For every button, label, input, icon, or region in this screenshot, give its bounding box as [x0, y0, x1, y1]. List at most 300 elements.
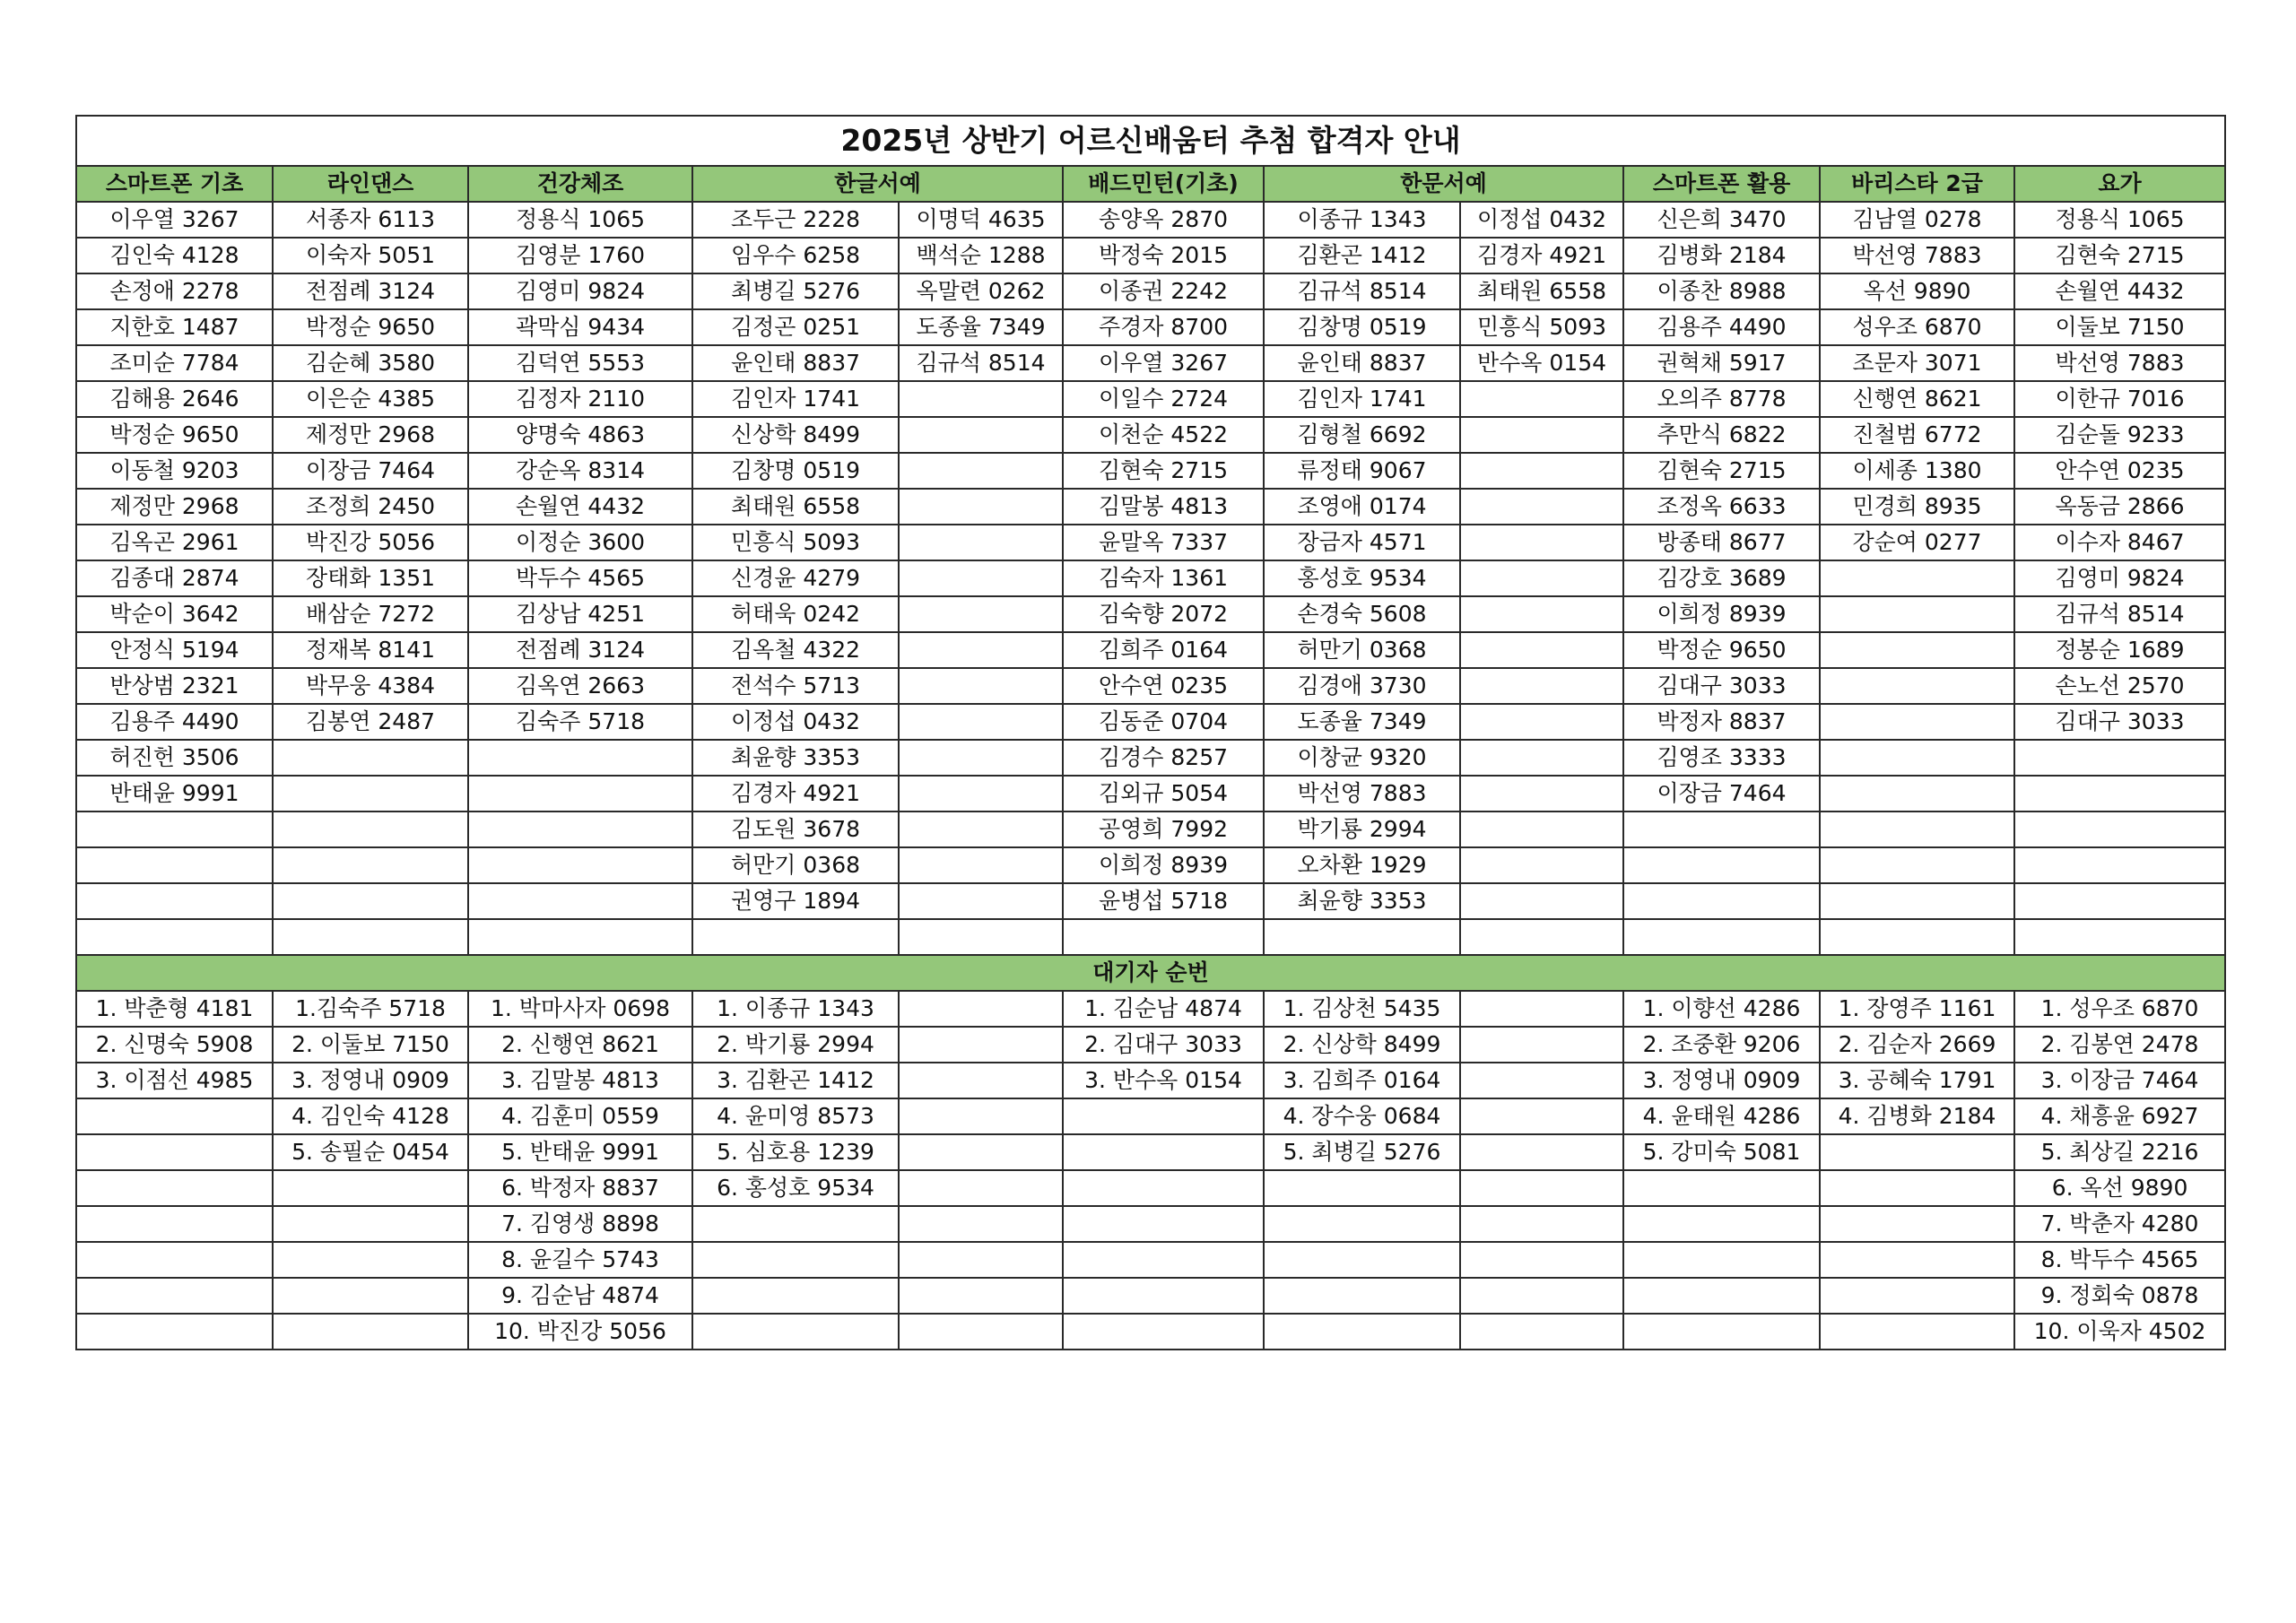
winner-cell: 허진헌 3506 [76, 740, 273, 776]
waitlist-row [76, 1314, 2225, 1350]
waitlist-cell [1820, 1206, 2014, 1242]
winner-cell [1460, 453, 1623, 489]
winner-cell: 안정식 5194 [76, 632, 273, 668]
winner-cell: 김정곤 0251 [692, 309, 899, 345]
waitlist-row [76, 1098, 2225, 1134]
winner-cell [468, 812, 692, 847]
waitlist-row [76, 1027, 2225, 1063]
waitlist-cell: 6. 옥선 9890 [2014, 1170, 2225, 1206]
winner-cell [1820, 919, 2014, 955]
waitlist-cell [1623, 1170, 1820, 1206]
winner-cell: 이창균 9320 [1264, 740, 1460, 776]
winner-cell: 옥말련 0262 [899, 273, 1063, 309]
winner-cell: 윤인태 8837 [692, 345, 899, 381]
waitlist-cell [76, 1134, 273, 1170]
waitlist-cell [1460, 1206, 1623, 1242]
waitlist-cell [273, 1242, 468, 1278]
winner-cell: 조미순 7784 [76, 345, 273, 381]
winner-cell: 박순이 3642 [76, 596, 273, 632]
winner-cell: 김옥연 2663 [468, 668, 692, 704]
winner-cell [1460, 740, 1623, 776]
winner-cell: 백석순 1288 [899, 238, 1063, 273]
course-header: 한문서예 [1264, 166, 1623, 202]
winner-cell [899, 489, 1063, 525]
winner-cell: 반상범 2321 [76, 668, 273, 704]
winner-cell: 김인자 1741 [692, 381, 899, 417]
winner-cell: 김용주 4490 [1623, 309, 1820, 345]
waitlist-cell: 5. 최병길 5276 [1264, 1134, 1460, 1170]
winner-cell: 전석수 5713 [692, 668, 899, 704]
waitlist-cell: 3. 이장금 7464 [2014, 1063, 2225, 1098]
winner-cell: 조정희 2450 [273, 489, 468, 525]
waitlist-cell [1623, 1278, 1820, 1314]
winner-cell: 이우열 3267 [76, 202, 273, 238]
winner-cell: 김종대 2874 [76, 560, 273, 596]
waitlist-cell: 1. 이종규 1343 [692, 991, 899, 1027]
waitlist-cell [692, 1206, 899, 1242]
winner-cell: 김현숙 2715 [1623, 453, 1820, 489]
waitlist-cell: 1. 김상천 5435 [1264, 991, 1460, 1027]
winner-cell: 전점례 3124 [468, 632, 692, 668]
waitlist-cell: 4. 윤미영 8573 [692, 1098, 899, 1134]
winner-cell: 김옥곤 2961 [76, 525, 273, 560]
winner-cell: 강순옥 8314 [468, 453, 692, 489]
winner-cell [273, 883, 468, 919]
waitlist-cell [76, 1242, 273, 1278]
waitlist-cell [899, 991, 1063, 1027]
winner-cell: 지한호 1487 [76, 309, 273, 345]
winner-cell [899, 740, 1063, 776]
winner-cell [2014, 883, 2225, 919]
waitlist-cell [1264, 1242, 1460, 1278]
winner-cell: 김환곤 1412 [1264, 238, 1460, 273]
waitlist-cell: 3. 정영내 0909 [1623, 1063, 1820, 1098]
winner-row [76, 273, 2225, 309]
winner-cell: 신은희 3470 [1623, 202, 1820, 238]
winner-cell [1460, 812, 1623, 847]
winner-cell [1460, 525, 1623, 560]
winner-row [76, 417, 2225, 453]
waitlist-cell [899, 1027, 1063, 1063]
waitlist-cell: 4. 김병화 2184 [1820, 1098, 2014, 1134]
winner-cell: 강순여 0277 [1820, 525, 2014, 560]
waitlist-cell [692, 1314, 899, 1350]
course-header: 바리스타 2급 [1820, 166, 2014, 202]
winner-cell [1460, 847, 1623, 883]
winner-cell [899, 596, 1063, 632]
winner-cell: 곽막심 9434 [468, 309, 692, 345]
winner-cell: 최태원 6558 [692, 489, 899, 525]
winner-cell: 전점례 3124 [273, 273, 468, 309]
winner-cell [1820, 883, 2014, 919]
winner-cell: 김형철 6692 [1264, 417, 1460, 453]
winner-row [76, 202, 2225, 238]
winner-cell [899, 453, 1063, 489]
winner-cell: 오차환 1929 [1264, 847, 1460, 883]
winner-cell: 김인자 1741 [1264, 381, 1460, 417]
waitlist-cell: 8. 윤길수 5743 [468, 1242, 692, 1278]
winner-cell: 이둘보 7150 [2014, 309, 2225, 345]
waitlist-cell [273, 1314, 468, 1350]
winner-cell: 최병길 5276 [692, 273, 899, 309]
winner-cell: 공영희 7992 [1063, 812, 1264, 847]
winner-cell: 김현숙 2715 [2014, 238, 2225, 273]
winner-cell: 반태윤 9991 [76, 776, 273, 812]
winner-cell: 이정섭 0432 [692, 704, 899, 740]
winner-cell: 박두수 4565 [468, 560, 692, 596]
winner-cell [1623, 919, 1820, 955]
waitlist-cell: 3. 공혜숙 1791 [1820, 1063, 2014, 1098]
waitlist-row [76, 1242, 2225, 1278]
waitlist-cell [1820, 1134, 2014, 1170]
winner-cell [899, 381, 1063, 417]
waitlist-cell [1264, 1278, 1460, 1314]
winner-cell [899, 632, 1063, 668]
waitlist-cell [1063, 1134, 1264, 1170]
waitlist-cell: 3. 이점선 4985 [76, 1063, 273, 1098]
waitlist-cell: 4. 채흥윤 6927 [2014, 1098, 2225, 1134]
waitlist-cell: 5. 심호용 1239 [692, 1134, 899, 1170]
winner-cell: 서종자 6113 [273, 202, 468, 238]
waitlist-cell [1063, 1170, 1264, 1206]
winner-cell [1460, 919, 1623, 955]
winner-cell [1264, 919, 1460, 955]
winner-cell: 박선영 7883 [2014, 345, 2225, 381]
winner-cell: 추만식 6822 [1623, 417, 1820, 453]
winner-cell: 박정자 8837 [1623, 704, 1820, 740]
winner-row [76, 309, 2225, 345]
winner-cell [2014, 919, 2225, 955]
course-header: 라인댄스 [273, 166, 468, 202]
waitlist-cell [1460, 1134, 1623, 1170]
winner-cell: 김규석 8514 [899, 345, 1063, 381]
winner-cell [1623, 812, 1820, 847]
winner-cell [1460, 776, 1623, 812]
waitlist-cell [899, 1278, 1063, 1314]
winner-cell: 정용식 1065 [2014, 202, 2225, 238]
winner-row [76, 883, 2225, 919]
winner-cell: 도종율 7349 [899, 309, 1063, 345]
waitlist-cell [692, 1242, 899, 1278]
waitlist-cell [273, 1206, 468, 1242]
winner-cell [76, 919, 273, 955]
waitlist-cell: 3. 정영내 0909 [273, 1063, 468, 1098]
winner-cell [899, 883, 1063, 919]
winner-cell: 이명덕 4635 [899, 202, 1063, 238]
winner-cell: 윤병섭 5718 [1063, 883, 1264, 919]
winner-cell: 정재복 8141 [273, 632, 468, 668]
winner-cell: 김용주 4490 [76, 704, 273, 740]
winner-cell: 신상학 8499 [692, 417, 899, 453]
winner-cell: 최태원 6558 [1460, 273, 1623, 309]
winner-cell: 이수자 8467 [2014, 525, 2225, 560]
winner-cell [1460, 381, 1623, 417]
waitlist-cell: 2. 신상학 8499 [1264, 1027, 1460, 1063]
waitlist-cell [899, 1170, 1063, 1206]
waitlist-cell [1460, 1027, 1623, 1063]
winner-cell: 이동철 9203 [76, 453, 273, 489]
waitlist-cell: 6. 박정자 8837 [468, 1170, 692, 1206]
winner-cell: 안수연 0235 [1063, 668, 1264, 704]
winner-cell [1460, 668, 1623, 704]
winner-cell: 박선영 7883 [1820, 238, 2014, 273]
waitlist-cell: 8. 박두수 4565 [2014, 1242, 2225, 1278]
winner-cell: 윤말옥 7337 [1063, 525, 1264, 560]
winner-cell: 김현숙 2715 [1063, 453, 1264, 489]
winner-cell: 주경자 8700 [1063, 309, 1264, 345]
winner-cell [1820, 596, 2014, 632]
waitlist-cell [899, 1134, 1063, 1170]
winner-cell: 이희정 8939 [1623, 596, 1820, 632]
waitlist-cell [1264, 1314, 1460, 1350]
winner-cell [1820, 847, 2014, 883]
winner-cell: 김경자 4921 [692, 776, 899, 812]
winner-row [76, 489, 2225, 525]
winner-cell [468, 740, 692, 776]
winner-cell: 김남열 0278 [1820, 202, 2014, 238]
winner-cell: 김옥철 4322 [692, 632, 899, 668]
waitlist-cell [1460, 1063, 1623, 1098]
winner-cell: 제정만 2968 [273, 417, 468, 453]
waitlist-cell: 9. 정회숙 0878 [2014, 1278, 2225, 1314]
waitlist-cell: 10. 박진강 5056 [468, 1314, 692, 1350]
winner-cell: 배삼순 7272 [273, 596, 468, 632]
waitlist-cell [273, 1278, 468, 1314]
course-header-row [76, 166, 2225, 202]
winner-cell: 이장금 7464 [1623, 776, 1820, 812]
waitlist-cell: 10. 이욱자 4502 [2014, 1314, 2225, 1350]
winner-cell: 반수옥 0154 [1460, 345, 1623, 381]
winner-cell: 권영구 1894 [692, 883, 899, 919]
waitlist-cell [1460, 1278, 1623, 1314]
winner-cell: 김덕연 5553 [468, 345, 692, 381]
winner-cell [899, 776, 1063, 812]
winner-cell: 진철범 6772 [1820, 417, 2014, 453]
winner-cell: 김동준 0704 [1063, 704, 1264, 740]
winner-cell: 이숙자 5051 [273, 238, 468, 273]
winner-cell: 송양옥 2870 [1063, 202, 1264, 238]
winner-cell [273, 776, 468, 812]
winner-cell: 성우조 6870 [1820, 309, 2014, 345]
waitlist-cell [1460, 1170, 1623, 1206]
winner-cell: 김창명 0519 [1264, 309, 1460, 345]
winner-cell: 민흥식 5093 [1460, 309, 1623, 345]
waitlist-cell: 2. 김대구 3033 [1063, 1027, 1264, 1063]
winner-cell: 김영분 1760 [468, 238, 692, 273]
waitlist-cell: 2. 신행연 8621 [468, 1027, 692, 1063]
lottery-results-sheet [75, 115, 2226, 1350]
winner-row [76, 453, 2225, 489]
winner-cell [1460, 417, 1623, 453]
winner-cell: 조두근 2228 [692, 202, 899, 238]
winner-cell [1460, 489, 1623, 525]
waitlist-cell: 2. 이둘보 7150 [273, 1027, 468, 1063]
winner-cell [899, 668, 1063, 704]
waitlist-cell [899, 1206, 1063, 1242]
winner-cell: 김숙자 1361 [1063, 560, 1264, 596]
winner-cell: 이종규 1343 [1264, 202, 1460, 238]
winner-cell: 김상남 4251 [468, 596, 692, 632]
winner-cell: 김정자 2110 [468, 381, 692, 417]
winner-cell [692, 919, 899, 955]
winner-cell: 김인숙 4128 [76, 238, 273, 273]
winner-cell: 김도원 3678 [692, 812, 899, 847]
winner-cell [899, 812, 1063, 847]
winner-row [76, 560, 2225, 596]
winner-cell: 손월연 4432 [468, 489, 692, 525]
waitlist-cell [273, 1170, 468, 1206]
waitlist-cell [1460, 1242, 1623, 1278]
waitlist-cell: 1.김숙주 5718 [273, 991, 468, 1027]
waitlist-cell [1063, 1278, 1264, 1314]
winner-cell [1623, 883, 1820, 919]
winner-cell: 정용식 1065 [468, 202, 692, 238]
waitlist-cell [1623, 1314, 1820, 1350]
winner-cell: 김강호 3689 [1623, 560, 1820, 596]
winner-cell: 이한규 7016 [2014, 381, 2225, 417]
winner-cell [2014, 847, 2225, 883]
winner-cell [1460, 632, 1623, 668]
winner-row [76, 668, 2225, 704]
winner-cell: 김창명 0519 [692, 453, 899, 489]
winner-row [76, 238, 2225, 273]
winner-cell [468, 883, 692, 919]
winner-cell [2014, 812, 2225, 847]
winner-cell [273, 812, 468, 847]
winner-cell: 허만기 0368 [1264, 632, 1460, 668]
winner-cell [899, 525, 1063, 560]
winner-cell: 권혁채 5917 [1623, 345, 1820, 381]
course-header: 한글서예 [692, 166, 1063, 202]
winner-cell: 이종찬 8988 [1623, 273, 1820, 309]
winner-cell: 정봉순 1689 [2014, 632, 2225, 668]
waitlist-cell: 1. 박마사자 0698 [468, 991, 692, 1027]
waitlist-cell [1063, 1206, 1264, 1242]
winner-cell: 민경희 8935 [1820, 489, 2014, 525]
waitlist-cell: 2. 조중환 9206 [1623, 1027, 1820, 1063]
winner-cell: 허만기 0368 [692, 847, 899, 883]
winner-cell: 이희정 8939 [1063, 847, 1264, 883]
winner-cell [1820, 560, 2014, 596]
winner-row [76, 596, 2225, 632]
winner-cell [273, 847, 468, 883]
winner-cell: 오의주 8778 [1623, 381, 1820, 417]
winner-cell [468, 776, 692, 812]
winner-cell [273, 740, 468, 776]
course-header: 요가 [2014, 166, 2225, 202]
waitlist-cell [1264, 1170, 1460, 1206]
winner-cell: 신행연 8621 [1820, 381, 2014, 417]
winner-cell: 손노선 2570 [2014, 668, 2225, 704]
course-header: 스마트폰 기초 [76, 166, 273, 202]
winner-cell: 박정순 9650 [273, 309, 468, 345]
waitlist-cell [899, 1242, 1063, 1278]
winner-cell: 김해용 2646 [76, 381, 273, 417]
winner-cell: 조문자 3071 [1820, 345, 2014, 381]
waitlist-cell [76, 1278, 273, 1314]
winner-cell: 조정옥 6633 [1623, 489, 1820, 525]
page-title: 2025년 상반기 어르신배움터 추첨 합격자 안내 [76, 116, 2225, 166]
winner-cell [468, 847, 692, 883]
winner-cell: 조영애 0174 [1264, 489, 1460, 525]
waitlist-cell [1820, 1170, 2014, 1206]
waitlist-cell [1460, 1314, 1623, 1350]
winner-cell [1460, 596, 1623, 632]
waitlist-cell: 5. 강미숙 5081 [1623, 1134, 1820, 1170]
winner-cell: 최윤향 3353 [1264, 883, 1460, 919]
waitlist-cell [899, 1063, 1063, 1098]
winner-cell: 이일수 2724 [1063, 381, 1264, 417]
winner-cell [899, 560, 1063, 596]
waitlist-cell: 1. 김순남 4874 [1063, 991, 1264, 1027]
winner-cell: 손정애 2278 [76, 273, 273, 309]
winner-cell: 김말봉 4813 [1063, 489, 1264, 525]
winner-cell: 이우열 3267 [1063, 345, 1264, 381]
winner-row [76, 740, 2225, 776]
waitlist-cell [1460, 1098, 1623, 1134]
winner-cell: 이세종 1380 [1820, 453, 2014, 489]
winner-cell: 김봉연 2487 [273, 704, 468, 740]
winner-cell: 옥선 9890 [1820, 273, 2014, 309]
winner-cell [899, 919, 1063, 955]
winner-cell: 김숙향 2072 [1063, 596, 1264, 632]
winner-cell [1063, 919, 1264, 955]
winner-cell: 최윤향 3353 [692, 740, 899, 776]
winner-cell: 홍성호 9534 [1264, 560, 1460, 596]
winner-cell [1820, 740, 2014, 776]
winner-cell: 김영미 9824 [2014, 560, 2225, 596]
winner-cell [1820, 704, 2014, 740]
winner-row [76, 919, 2225, 955]
winner-cell: 박무웅 4384 [273, 668, 468, 704]
waitlist-cell: 1. 박춘형 4181 [76, 991, 273, 1027]
winner-cell: 김경자 4921 [1460, 238, 1623, 273]
waitlist-cell: 2. 김순자 2669 [1820, 1027, 2014, 1063]
winner-cell [468, 919, 692, 955]
winner-row [76, 525, 2225, 560]
waitlist-cell [76, 1314, 273, 1350]
waitlist-cell: 4. 장수웅 0684 [1264, 1098, 1460, 1134]
winner-cell: 옥동금 2866 [2014, 489, 2225, 525]
waitlist-cell [899, 1098, 1063, 1134]
waitlist-cell [899, 1314, 1063, 1350]
winner-cell: 김대구 3033 [2014, 704, 2225, 740]
winner-cell: 김병화 2184 [1623, 238, 1820, 273]
waitlist-cell: 3. 반수옥 0154 [1063, 1063, 1264, 1098]
course-header: 건강체조 [468, 166, 692, 202]
waitlist-row [76, 1206, 2225, 1242]
winner-cell: 임우수 6258 [692, 238, 899, 273]
waitlist-cell [1063, 1098, 1264, 1134]
waitlist-cell [1820, 1314, 2014, 1350]
waitlist-cell: 7. 김영생 8898 [468, 1206, 692, 1242]
winner-cell: 장금자 4571 [1264, 525, 1460, 560]
winner-cell: 박정숙 2015 [1063, 238, 1264, 273]
winner-cell: 이종권 2242 [1063, 273, 1264, 309]
waitlist-cell: 2. 박기룡 2994 [692, 1027, 899, 1063]
waitlist-cell: 1. 장영주 1161 [1820, 991, 2014, 1027]
waitlist-cell: 3. 김환곤 1412 [692, 1063, 899, 1098]
winner-row [76, 704, 2225, 740]
waitlist-row [76, 1063, 2225, 1098]
waitlist-cell [692, 1278, 899, 1314]
waitlist-cell [1820, 1242, 2014, 1278]
winner-cell: 김순혜 3580 [273, 345, 468, 381]
results-table [75, 115, 2226, 1350]
waitlist-cell: 9. 김순남 4874 [468, 1278, 692, 1314]
winner-cell: 김경수 8257 [1063, 740, 1264, 776]
winner-cell [899, 847, 1063, 883]
